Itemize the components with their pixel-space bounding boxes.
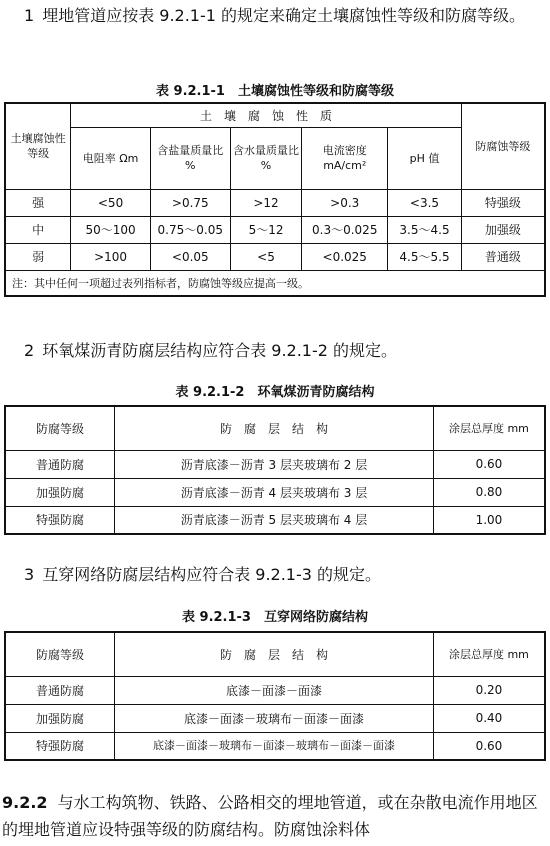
table-cell: 加强防腐 — [5, 704, 115, 732]
table-cell: 普通防腐 — [5, 676, 115, 704]
cell-grade: 普通级 — [461, 243, 545, 270]
table-2-caption: 表 9.2.1-2 环氧煤沥青防腐结构 — [175, 385, 375, 400]
table-row — [5, 506, 545, 534]
table-cell: 沥青底漆－沥青 4 层夹玻璃布 3 层 — [115, 478, 434, 506]
table-cell: 0.75～0.05 — [150, 216, 230, 243]
table-row — [5, 189, 545, 216]
column-header: 电阻率 Ωm — [71, 127, 151, 189]
table-cell: >12 — [230, 189, 302, 216]
table-cell: 特强防腐 — [5, 732, 115, 760]
table-cell: <0.05 — [150, 243, 230, 270]
table-cell: <0.025 — [302, 243, 388, 270]
cell-level: 强 — [5, 189, 71, 216]
table-cell: 50～100 — [71, 216, 151, 243]
table-cell: >100 — [71, 243, 151, 270]
column-header: 防腐等级 — [5, 406, 115, 450]
table-cell: 5～12 — [230, 216, 302, 243]
table-row — [5, 243, 545, 270]
table-1-caption: 表 9.2.1-1 土壤腐蚀性等级和防腐等级 — [156, 84, 394, 99]
table-cell: 3.5～4.5 — [388, 216, 462, 243]
table-cell: <5 — [230, 243, 302, 270]
paragraph-number: 1 — [24, 6, 35, 25]
paragraph-number: 2 — [24, 341, 35, 360]
table-cell: >0.3 — [302, 189, 388, 216]
table-cell: 特强防腐 — [5, 506, 115, 534]
table-cell: 0.3～0.025 — [302, 216, 388, 243]
paragraph-number: 3 — [24, 565, 35, 584]
table-row — [5, 676, 545, 704]
table-2 — [4, 405, 546, 535]
column-header: 防 腐 层 结 构 — [115, 406, 434, 450]
paragraph-text: 与水工构筑物、铁路、公路相交的埋地管道，或在杂散电流作用地区的埋地管道应设特强等级的防腐结构。防腐蚀涂料体 — [2, 793, 538, 839]
column-header: 防 腐 层 结 构 — [115, 632, 434, 676]
table-cell: 加强防腐 — [5, 478, 115, 506]
table-row — [5, 704, 545, 732]
table-row — [5, 450, 545, 478]
column-header: 电流密度 mA/cm² — [302, 127, 388, 189]
table-3 — [4, 631, 546, 761]
cell-level: 中 — [5, 216, 71, 243]
paragraph-text: 埋地管道应按表 9.2.1-1 的规定来确定土壤腐蚀性等级和防腐等级。 — [42, 6, 526, 25]
table-cell: 4.5～5.5 — [388, 243, 462, 270]
table-cell: 底漆－面漆－玻璃布－面漆－玻璃布－面漆－面漆 — [115, 732, 434, 760]
table-row — [5, 478, 545, 506]
table-cell: 底漆－面漆－面漆 — [115, 676, 434, 704]
column-header: 涂层总厚度 mm — [433, 632, 545, 676]
table-1 — [4, 102, 546, 297]
table-cell: <3.5 — [388, 189, 462, 216]
table-cell: 0.60 — [433, 732, 545, 760]
cell-level: 弱 — [5, 243, 71, 270]
column-header: 涂层总厚度 mm — [433, 406, 545, 450]
paragraph-2 — [4, 337, 546, 364]
paragraph-3 — [4, 561, 546, 588]
table-cell: 普通防腐 — [5, 450, 115, 478]
header-soil-level: 土壤腐蚀性等级 — [5, 103, 71, 189]
table-cell: >0.75 — [150, 189, 230, 216]
column-header: 防腐等级 — [5, 632, 115, 676]
table-cell: 沥青底漆－沥青 3 层夹玻璃布 2 层 — [115, 450, 434, 478]
table-cell: 1.00 — [433, 506, 545, 534]
table-3-caption: 表 9.2.1-3 互穿网络防腐结构 — [182, 610, 368, 625]
cell-grade: 特强级 — [461, 189, 545, 216]
table-cell: 沥青底漆－沥青 5 层夹玻璃布 4 层 — [115, 506, 434, 534]
paragraph-text: 环氧煤沥青防腐层结构应符合表 9.2.1-2 的规定。 — [42, 341, 398, 360]
table-cell: 0.80 — [433, 478, 545, 506]
clause-number: 9.2.2 — [2, 793, 48, 812]
column-header: pH 值 — [388, 127, 462, 189]
table-cell: <50 — [71, 189, 151, 216]
table-cell: 0.60 — [433, 450, 545, 478]
paragraph-text: 互穿网络防腐层结构应符合表 9.2.1-3 的规定。 — [42, 565, 382, 584]
table-cell: 底漆－面漆－玻璃布－面漆－面漆 — [115, 704, 434, 732]
table-cell: 0.20 — [433, 676, 545, 704]
column-header: 含盐量质量比 % — [150, 127, 230, 189]
header-anticorrosion-grade: 防腐蚀等级 — [461, 103, 545, 189]
column-header: 含水量质量比 % — [230, 127, 302, 189]
table-note: 注：其中任何一项超过表列指标者，防腐蚀等级应提高一级。 — [5, 270, 545, 296]
paragraph-9-2-2 — [2, 789, 546, 843]
table-row — [5, 216, 545, 243]
table-row — [5, 732, 545, 760]
paragraph-1 — [4, 2, 546, 29]
cell-grade: 加强级 — [461, 216, 545, 243]
table-cell: 0.40 — [433, 704, 545, 732]
header-soil-properties: 土 壤 腐 蚀 性 质 — [71, 103, 462, 127]
